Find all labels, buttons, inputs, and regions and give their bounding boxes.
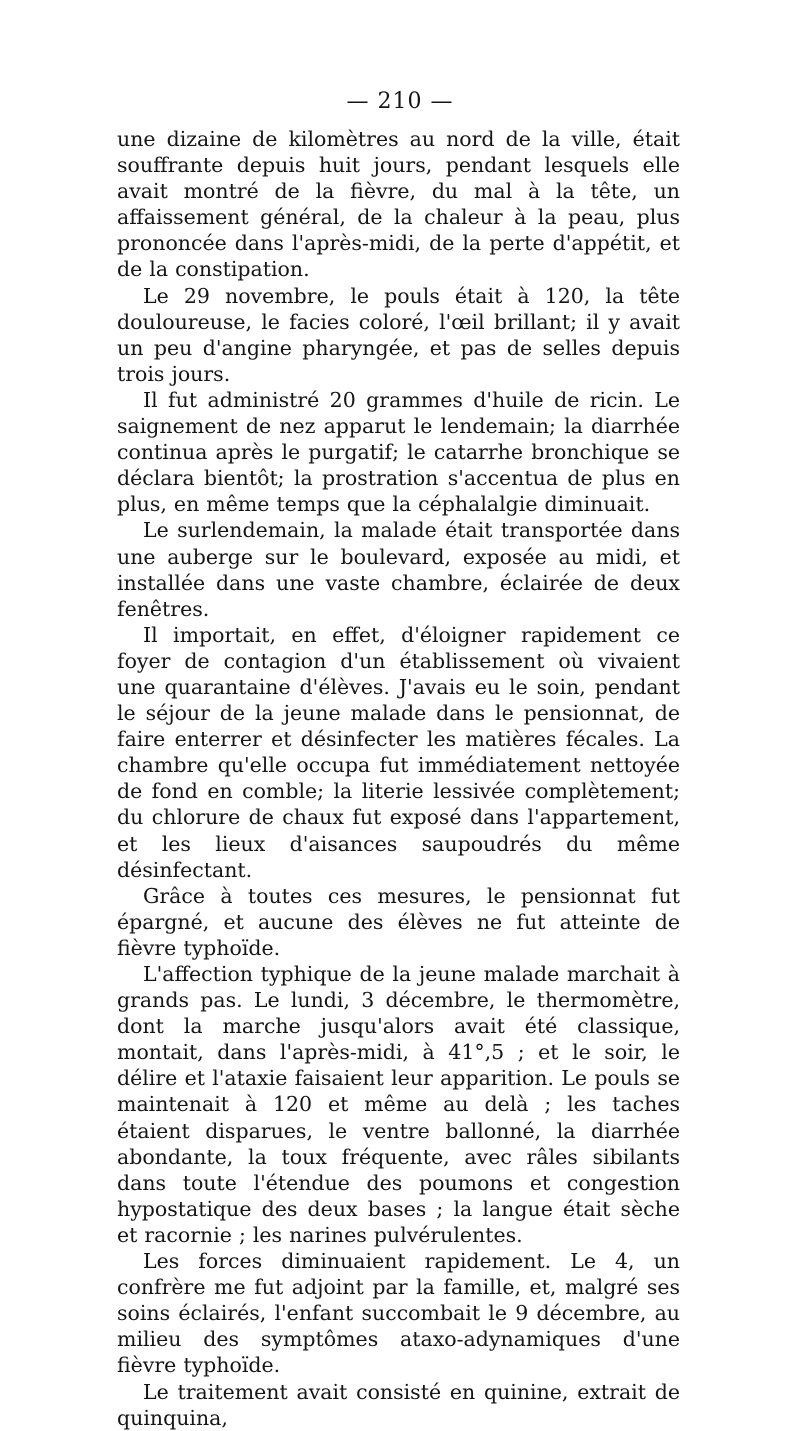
paragraph-4: Le surlendemain, la malade était transportée dans une auberge sur le boulevard, exposée au midi, et installée dans une vaste chambre, éclairée de deux fenêtres. <box>117 518 680 621</box>
paragraph-6: Grâce à toutes ces mesures, le pensionnat fut épargné, et aucune des élèves ne fut atteinte de fièvre typhoïde. <box>117 883 680 960</box>
paragraph-8: Les forces diminuaient rapidement. Le 4, un confrère me fut adjoint par la famille, et, malgré ses soins éclairés, l'enfant succombait le 9 décembre, au milieu des symptômes ataxo-adynamiques d'une fièvre typhoïde. <box>117 1249 680 1378</box>
paragraph-7: L'affection typhique de la jeune malade marchait à grands pas. Le lundi, 3 décembre, le thermomètre, dont la marche jusqu'alors avait été classique, montait, dans l'après-midi, à 41°,5 ; et le soir, le délire et l'ataxie faisaient leur apparition. Le pouls se maintenait à 120 et même au delà ; les taches étaient disparues, le ventre ballonné, la diarrhée abondante, la toux fréquente, avec râles sibilants dans toute l'étendue des poumons et congestion hypostatique des deux bases ; la langue était sèche et racornie ; les narines pulvérulentes. <box>117 962 680 1247</box>
page-body <box>117 126 680 1431</box>
paragraph-1: une dizaine de kilomètres au nord de la ville, était souffrante depuis huit jours, pendant lesquels elle avait montré de la fièvre, du mal à la tête, un affaissement général, de la chaleur à la peau, plus prononcée dans l'après-midi, de la perte d'appétit, et de la constipation. <box>117 127 680 282</box>
page-number: — 210 — <box>346 89 454 114</box>
paragraph-3: Il fut administré 20 grammes d'huile de ricin. Le saignement de nez apparut le lendemain; la diarrhée continua après le purgatif; le catarrhe bronchique se déclara bientôt; la prostration s'accentua de plus en plus, en même temps que la céphalalgie diminuait. <box>117 387 680 517</box>
paragraph-5: Il importait, en effet, d'éloigner rapidement ce foyer de contagion d'un établissement où vivaient une quarantaine d'élèves. J'avais eu le soin, pendant le séjour de la jeune malade dans le pensionnat, de faire enterrer et désinfecter les matières fécales. La chambre qu'elle occupa fut immédiatement nettoyée de fond en comble; la literie lessivée complètement; du chlorure de chaux fut exposé dans l'appartement, et les lieux d'aisances saupoudrés du même désinfectant. <box>117 622 680 882</box>
paragraph-9: Le traitement avait consisté en quinine, extrait de quinquina, <box>117 1379 680 1430</box>
paragraph-2: Le 29 novembre, le pouls était à 120, la tête douloureuse, le facies coloré, l'œil brillant; il y avait un peu d'angine pharyngée, et pas de selles depuis trois jours. <box>117 283 680 386</box>
